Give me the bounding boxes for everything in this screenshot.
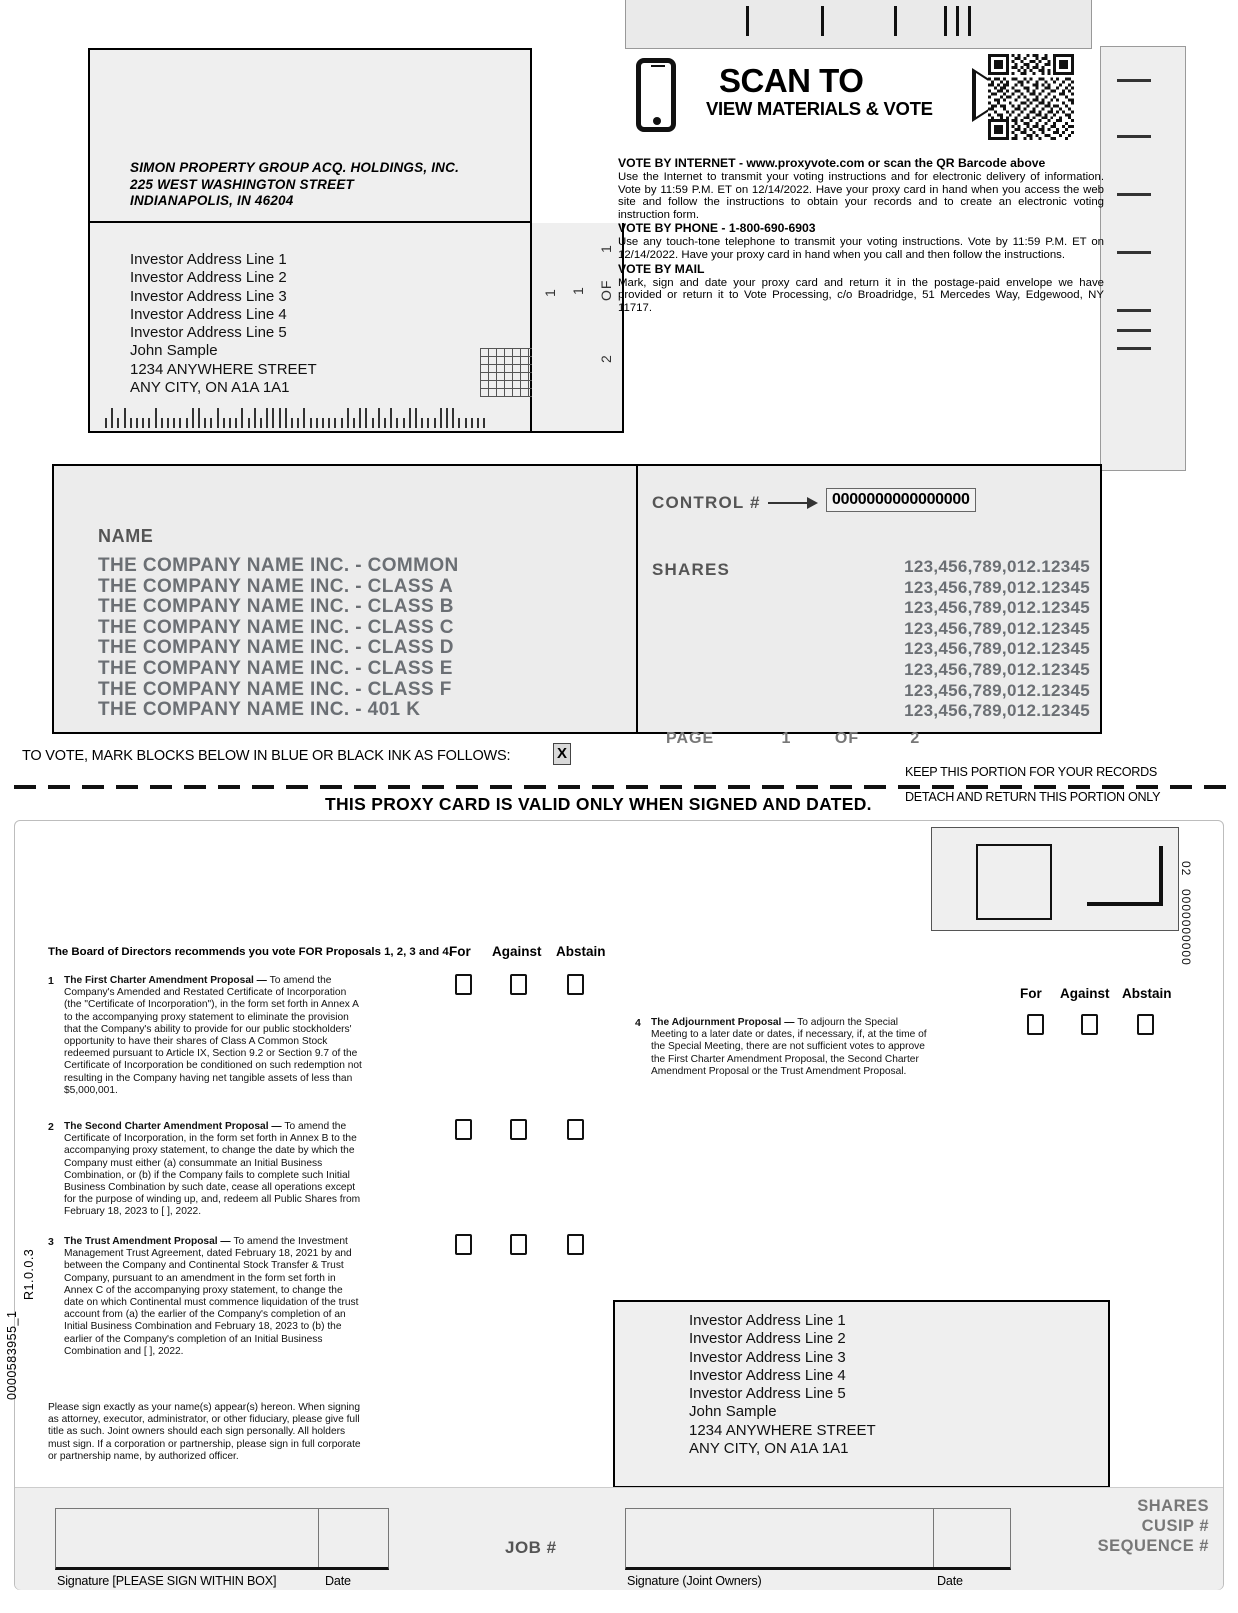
postnet-bar <box>341 418 343 428</box>
investor-address-box-lower <box>613 1300 1110 1488</box>
mark-instruction: TO VOTE, MARK BLOCKS BELOW IN BLUE OR BLACK INK AS FOLLOWS: <box>22 748 511 764</box>
vote-by-mail-heading: VOTE BY MAIL <box>618 261 705 276</box>
keep-portion-note: KEEP THIS PORTION FOR YOUR RECORDS <box>905 765 1157 779</box>
barcode-bar <box>968 6 971 36</box>
name-row: THE COMPANY NAME INC. - CLASS B <box>98 596 454 618</box>
proposal-3-number: 3 <box>48 1236 54 1248</box>
proposal-2-title: The Second Charter Amendment Proposal — <box>64 1121 285 1132</box>
investor-address-line: Investor Address Line 3 <box>130 287 287 305</box>
barcode-bar <box>746 6 749 36</box>
investor-address-line: John Sample <box>130 342 218 360</box>
postnet-bar <box>384 418 386 428</box>
postnet-bar <box>142 418 144 428</box>
signature-label-primary: Signature [PLEASE SIGN WITHIN BOX] <box>57 1574 277 1588</box>
postnet-bar <box>285 408 287 428</box>
investor-address-line: Investor Address Line 1 <box>689 1312 846 1329</box>
company-address-box <box>88 48 532 223</box>
side-code-bottom: 0000000000 <box>1179 889 1193 966</box>
proposal-4-body: To adjourn the Special Meeting to a later date or dates, if necessary, if, at the time of the Special Meeting, there are not sufficient votes to approve the First Charter Amendment Proposal, the Second Charter Amendment Proposal or the Trust Amendment Proposal. <box>651 1017 927 1077</box>
postnet-bar <box>167 418 169 428</box>
shares-value: 123,456,789,012.12345 <box>904 659 1090 679</box>
proposal-1-abstain-checkbox[interactable] <box>567 974 584 995</box>
vote-header-for: For <box>449 944 471 959</box>
registration-tick <box>1117 309 1151 312</box>
postnet-bar <box>409 408 411 428</box>
postnet-bar <box>117 418 119 428</box>
page-of: OF <box>834 730 860 747</box>
postnet-bar <box>179 418 181 428</box>
barcode-bar <box>894 6 897 36</box>
proposal-4 <box>635 1017 936 1078</box>
postnet-bar <box>272 408 274 428</box>
proposal-4-abstain-checkbox[interactable] <box>1137 1014 1154 1035</box>
registration-tick <box>1117 79 1151 82</box>
investor-address-line: Investor Address Line 2 <box>689 1330 846 1348</box>
page-of-one: 1 <box>598 244 614 253</box>
postnet-bar <box>316 418 318 428</box>
vote-header-for-2: For <box>1020 986 1042 1001</box>
registration-tick <box>1117 329 1151 332</box>
signature-label-joint: Signature (Joint Owners) <box>627 1574 762 1588</box>
proposal-1-title: The First Charter Amendment Proposal — <box>64 975 270 986</box>
proxy-valid-notice: THIS PROXY CARD IS VALID ONLY WHEN SIGNED AND DATED. <box>325 794 872 814</box>
signature-date-label-joint: Date <box>937 1574 963 1588</box>
signature-date-label-primary: Date <box>325 1574 351 1588</box>
page-of-one-c: 1 <box>542 288 558 297</box>
footer-cusip-label: CUSIP # <box>1141 1517 1209 1535</box>
signature-field-primary[interactable] <box>55 1508 389 1570</box>
proposal-3-abstain-checkbox[interactable] <box>567 1234 584 1255</box>
vote-instructions <box>618 156 1104 314</box>
investor-address-line: Investor Address Line 5 <box>130 324 287 342</box>
investor-address-line: Investor Address Line 5 <box>689 1385 846 1403</box>
postnet-bar <box>279 408 281 428</box>
postnet-bar <box>148 418 150 428</box>
page-of-one-b: 1 <box>570 286 586 295</box>
side-code-top: 02 <box>1179 861 1193 877</box>
control-number-label: CONTROL # <box>652 493 761 512</box>
registration-tick <box>1117 347 1151 350</box>
board-recommendation: The Board of Directors recommends you vote FOR Proposals 1, 2, 3 and 4. <box>48 946 452 958</box>
footer-right-codes <box>1098 1496 1209 1556</box>
investor-address-line: 1234 ANYWHERE STREET <box>130 360 317 378</box>
postnet-bar <box>390 408 392 428</box>
postnet-bar <box>310 418 312 428</box>
proposal-3-body: To amend the Investment Management Trust Agreement, dated February 18, 2021 by and between the Company and Continental Stock Transfer & Trust Company, pursuant to an amendment in the form set forth in Annex C of the accompanying proxy statement, to change the date on which Continental must commence liquidation of the trust account from (a) the earlier of the Company's completion of an Initial Business Combination and February 18, 2023 to (b) the earlier of the Company's completion of an Initial Business Combination and [ ], 2022. <box>64 1236 359 1357</box>
shares-value: 123,456,789,012.12345 <box>904 577 1090 597</box>
postnet-bar <box>396 418 398 428</box>
postnet-bar <box>210 418 212 428</box>
name-row: THE COMPANY NAME INC. - CLASS A <box>98 575 454 597</box>
postnet-bar <box>378 408 380 428</box>
postnet-bar <box>161 418 163 428</box>
postnet-bar <box>403 418 405 428</box>
proposal-4-against-checkbox[interactable] <box>1081 1014 1098 1035</box>
vote-header-against-2: Against <box>1060 986 1110 1001</box>
vote-header-abstain-2: Abstain <box>1122 986 1172 1001</box>
qr-code-icon[interactable] <box>988 54 1074 140</box>
page-of-two: 2 <box>598 354 614 363</box>
footer-shares-label: SHARES <box>1137 1497 1209 1515</box>
mobile-phone-icon <box>636 58 676 132</box>
vote-by-phone-body: Use any touch-tone telephone to transmit your voting instructions. Vote by 11:59 P.M. ET on 12/14/2022. Have your proxy card in hand when you call and then follow the instructions. <box>618 236 1104 261</box>
postnet-bar <box>372 418 374 428</box>
shares-label: SHARES <box>652 560 731 579</box>
shares-value: 123,456,789,012.12345 <box>904 618 1090 638</box>
postnet-bar <box>353 418 355 428</box>
postnet-barcode <box>105 406 495 428</box>
postnet-bar <box>322 418 324 428</box>
postnet-bar <box>260 418 262 428</box>
page-current: 1 <box>781 730 792 747</box>
proposal-3-against-checkbox[interactable] <box>510 1234 527 1255</box>
postnet-bar <box>483 418 485 428</box>
signature-date-divider <box>318 1509 319 1567</box>
page-of-column <box>532 223 624 433</box>
postnet-bar <box>328 418 330 428</box>
postnet-bar <box>229 418 231 428</box>
proposal-2 <box>48 1121 364 1219</box>
postnet-bar <box>217 408 219 428</box>
company-name: SIMON PROPERTY GROUP ACQ. HOLDINGS, INC. <box>130 160 460 175</box>
postnet-bar <box>241 408 243 428</box>
job-batch-code: 0000583955_1 <box>5 1310 19 1400</box>
footer-sequence-label: SEQUENCE # <box>1097 1537 1209 1555</box>
shares-value: 123,456,789,012.12345 <box>904 557 1090 576</box>
proposal-1 <box>48 975 364 1097</box>
name-rows <box>98 556 459 721</box>
proposal-2-number: 2 <box>48 1121 54 1133</box>
postnet-bar <box>471 418 473 428</box>
company-street: 225 WEST WASHINGTON STREET <box>130 176 354 192</box>
mark-example-x-icon: X <box>553 743 571 765</box>
arrow-right-icon <box>768 502 816 504</box>
page-total: 2 <box>910 730 921 747</box>
vote-by-phone-heading: VOTE BY PHONE - 1-800-690-6903 <box>618 221 816 236</box>
detach-dashed-line <box>14 785 1226 789</box>
right-registration-tick-column <box>1100 46 1186 471</box>
postnet-bar <box>235 418 237 428</box>
signature-date-divider <box>933 1509 934 1567</box>
shares-value: 123,456,789,012.12345 <box>904 701 1090 721</box>
job-number-label: JOB # <box>505 1538 557 1557</box>
registration-tick <box>1117 193 1151 196</box>
investor-address-line: Investor Address Line 4 <box>130 305 287 323</box>
investor-address-line: Investor Address Line 3 <box>689 1348 846 1366</box>
postnet-bar <box>105 418 107 428</box>
vote-by-mail-body: Mark, sign and date your proxy card and return it in the postage-paid envelope we have provided or return it to Vote Processing, c/o Broadridge, 51 Mercedes Way, Edgewood, NY 11717. <box>618 276 1104 314</box>
investor-address-line: Investor Address Line 2 <box>130 269 287 287</box>
postnet-bar <box>186 418 188 428</box>
proposal-3 <box>48 1236 364 1358</box>
investor-address-line: Investor Address Line 4 <box>689 1366 846 1384</box>
page-of-label: OF <box>598 279 614 301</box>
postnet-bar <box>198 408 200 428</box>
name-row: THE COMPANY NAME INC. - CLASS F <box>98 678 452 700</box>
registration-tick <box>1117 251 1151 254</box>
barcode-bar <box>956 6 959 36</box>
vote-by-internet-heading[interactable]: VOTE BY INTERNET - www.proxyvote.com or scan the QR Barcode above <box>618 156 1046 170</box>
proposal-4-for-checkbox[interactable] <box>1027 1014 1044 1035</box>
postnet-bar <box>434 418 436 428</box>
proposal-2-for-checkbox[interactable] <box>455 1119 472 1140</box>
postnet-bar <box>477 418 479 428</box>
postnet-bar <box>415 408 417 428</box>
proposal-4-number: 4 <box>635 1017 641 1029</box>
postnet-bar <box>173 418 175 428</box>
postnet-bar <box>204 418 206 428</box>
postnet-bar <box>303 408 305 428</box>
signature-field-joint[interactable] <box>625 1508 1011 1570</box>
shares-value: 123,456,789,012.12345 <box>904 598 1090 618</box>
page-label: PAGE <box>666 730 715 747</box>
investor-address-line: ANY CITY, ON A1A 1A1 <box>689 1440 849 1458</box>
barcode-bar <box>821 6 824 36</box>
postnet-bar <box>427 418 429 428</box>
revision-code: R1.0.0.3 <box>22 1248 36 1300</box>
shares-value: 123,456,789,012.12345 <box>904 639 1090 659</box>
name-column-header: NAME <box>98 526 154 546</box>
vote-header-abstain: Abstain <box>556 944 606 959</box>
proposal-2-abstain-checkbox[interactable] <box>567 1119 584 1140</box>
investor-address-line: 1234 ANYWHERE STREET <box>689 1421 876 1439</box>
signature-footer <box>15 1487 1223 1590</box>
postnet-bar <box>254 408 256 428</box>
postnet-bar <box>223 418 225 428</box>
proposal-1-number: 1 <box>48 975 54 987</box>
name-block <box>52 464 638 734</box>
proposal-3-for-checkbox[interactable] <box>455 1234 472 1255</box>
barcode-bar <box>944 6 947 36</box>
proposal-4-title: The Adjournment Proposal — <box>651 1017 798 1028</box>
proposal-1-against-checkbox[interactable] <box>510 974 527 995</box>
page-indicator <box>666 730 920 748</box>
name-row: THE COMPANY NAME INC. - CLASS D <box>98 637 454 659</box>
investor-address-line: John Sample <box>689 1403 777 1421</box>
registration-tick <box>1117 135 1151 138</box>
investor-address-line: ANY CITY, ON A1A 1A1 <box>130 379 290 397</box>
name-row: THE COMPANY NAME INC. - 401 K <box>98 699 421 721</box>
corner-square-icon <box>976 844 1052 920</box>
company-citystatezip: INDIANAPOLIS, IN 46204 <box>130 193 294 208</box>
postnet-bar <box>291 418 293 428</box>
top-barcode-strip <box>625 0 1092 49</box>
postnet-bar <box>421 418 423 428</box>
postnet-bar <box>297 418 299 428</box>
proposal-1-body: To amend the Company's Amended and Restated Certificate of Incorporation (the "Certificate of Incorporation"), in the form set forth in Annex A to the accompanying proxy statement to eliminate the provision that the Company's ability to provide for our public stockholders' opportunity to have their shares of Class A Common Stock redeemed pursuant to Article IX, Section 9.2 or Section 9.7 of the Certificate of Incorporation be conditioned on such redemption not resulting in the Company having net tangible assets of less than $5,000,001. <box>64 975 362 1096</box>
postnet-bar <box>440 408 442 428</box>
shares-values <box>904 557 1090 722</box>
postnet-bar <box>136 418 138 428</box>
postnet-bar <box>334 418 336 428</box>
investor-address-line: Investor Address Line 1 <box>130 251 287 268</box>
name-row: THE COMPANY NAME INC. - CLASS C <box>98 616 454 638</box>
name-row: THE COMPANY NAME INC. - CLASS E <box>98 657 453 679</box>
vote-by-internet-body: Use the Internet to transmit your voting instructions and for electronic delivery of information. Vote by 11:59 P.M. ET on 12/14/2022. Have your proxy card in hand when you access the web site and follow the instructions to obtain your records and to create an electronic voting instruction form. <box>618 171 1104 221</box>
control-number-value: 0000000000000000 <box>826 488 976 512</box>
postnet-bar <box>124 408 126 428</box>
investor-address-box <box>88 223 532 433</box>
postnet-bar <box>111 408 113 428</box>
postnet-bar <box>452 408 454 428</box>
postnet-bar <box>359 408 361 428</box>
intelligent-mail-grid-icon <box>480 348 539 397</box>
postnet-bar <box>130 418 132 428</box>
postnet-bar <box>155 408 157 428</box>
corner-registration-box <box>931 827 1179 931</box>
postnet-bar <box>192 408 194 428</box>
signature-instruction: Please sign exactly as your name(s) appear(s) hereon. When signing as attorney, executor, administrator, or other fiduciary, please give full title as such. Joint owners should each sign personally. All holders must sign. If a corporation or partnership, please sign in full corporate or partnership name, by authorized officer. <box>48 1402 361 1462</box>
investor-address-lower <box>689 1312 876 1458</box>
name-row: THE COMPANY NAME INC. - COMMON <box>98 555 459 576</box>
proposal-2-body: To amend the Certificate of Incorporation, in the form set forth in Annex B to the accompanying proxy statement, to change the date by which the Company must either (a) consummate an Initial Business Combination, or (b) if the Company fails to complete such Initial Business Combination by such date, cease all operations except for the purpose of winding up, and, redeem all Public Shares from February 18, 2023 to [ ], 2022. <box>64 1121 361 1218</box>
company-address <box>130 160 459 210</box>
postnet-bar <box>458 418 460 428</box>
shares-value: 123,456,789,012.12345 <box>904 680 1090 700</box>
postnet-bar <box>248 418 250 428</box>
postnet-bar <box>465 418 467 428</box>
scan-to-heading: SCAN TO <box>719 62 864 99</box>
shares-block <box>638 464 1102 747</box>
postnet-bar <box>446 408 448 428</box>
postnet-bar <box>365 408 367 428</box>
proposal-3-title: The Trust Amendment Proposal — <box>64 1236 234 1247</box>
postnet-bar <box>347 408 349 428</box>
investor-address <box>130 251 317 397</box>
detach-portion-note: DETACH AND RETURN THIS PORTION ONLY <box>905 790 1161 804</box>
view-materials-heading: VIEW MATERIALS & VOTE <box>706 98 933 119</box>
proposal-2-against-checkbox[interactable] <box>510 1119 527 1140</box>
corner-L-mark-icon <box>1087 846 1163 906</box>
proposal-1-for-checkbox[interactable] <box>455 974 472 995</box>
postnet-bar <box>266 408 268 428</box>
scan-to-vote-panel <box>614 48 1102 168</box>
vote-header-against: Against <box>492 944 542 959</box>
